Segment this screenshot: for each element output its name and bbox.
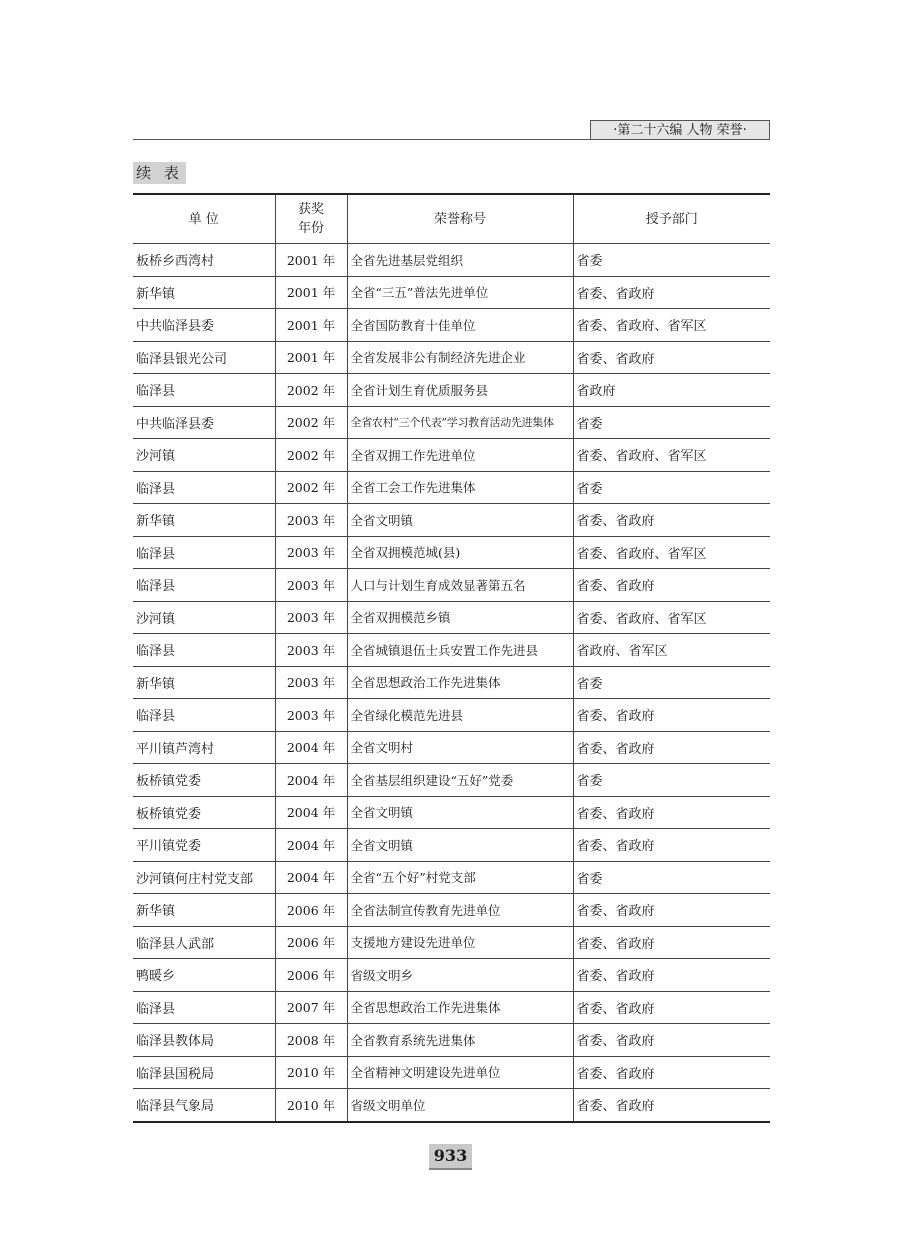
- honor-title-cell: 全省双拥模范城(县): [347, 536, 573, 569]
- awarding-body-cell: 省委、省政府: [573, 1089, 770, 1122]
- awarding-body-cell: 省委、省政府: [573, 1024, 770, 1057]
- column-header-unit: 单 位: [133, 194, 275, 244]
- year-cell: 2002 年: [275, 406, 347, 439]
- table-row: [133, 699, 770, 732]
- awarding-body-cell: 省委: [573, 764, 770, 797]
- table-row: [133, 666, 770, 699]
- awarding-body-cell: 省委: [573, 406, 770, 439]
- honor-title-cell: 全省“三五”普法先进单位: [347, 276, 573, 309]
- awarding-body-cell: 省委、省政府: [573, 796, 770, 829]
- honor-title-cell: 全省先进基层党组织: [347, 244, 573, 277]
- unit-cell: 临泽县银光公司: [133, 341, 275, 374]
- honor-title-cell: 全省法制宣传教育先进单位: [347, 894, 573, 927]
- year-cell: 2001 年: [275, 276, 347, 309]
- unit-cell: 沙河镇何庄村党支部: [133, 861, 275, 894]
- awarding-body-cell: 省委、省政府: [573, 991, 770, 1024]
- page-number: 933: [429, 1144, 472, 1170]
- table-row: [133, 1089, 770, 1122]
- awarding-body-cell: 省委、省政府: [573, 699, 770, 732]
- unit-cell: 平川镇党委: [133, 829, 275, 862]
- unit-cell: 临泽县: [133, 374, 275, 407]
- column-header-year: [275, 194, 347, 244]
- unit-cell: 板桥乡西湾村: [133, 244, 275, 277]
- awarding-body-cell: 省委、省政府: [573, 731, 770, 764]
- year-cell: 2003 年: [275, 666, 347, 699]
- unit-cell: 临泽县: [133, 991, 275, 1024]
- honor-title-cell: 全省文明镇: [347, 829, 573, 862]
- unit-cell: 临泽县教体局: [133, 1024, 275, 1057]
- year-cell: 2001 年: [275, 244, 347, 277]
- unit-cell: 临泽县: [133, 536, 275, 569]
- awarding-body-cell: 省委、省政府、省军区: [573, 601, 770, 634]
- table-row: [133, 276, 770, 309]
- table-row: [133, 731, 770, 764]
- awarding-body-cell: 省委: [573, 861, 770, 894]
- honor-title-cell: 全省农村“三个代表”学习教育活动先进集体: [347, 406, 573, 439]
- honor-title-cell: 全省城镇退伍士兵安置工作先进县: [347, 634, 573, 667]
- honor-title-cell: 全省文明镇: [347, 504, 573, 537]
- awarding-body-cell: 省委、省政府、省军区: [573, 439, 770, 472]
- table-row: [133, 926, 770, 959]
- year-cell: 2003 年: [275, 634, 347, 667]
- honor-title-cell: 全省国防教育十佳单位: [347, 309, 573, 342]
- honor-title-cell: 人口与计划生育成效显著第五名: [347, 569, 573, 602]
- year-cell: 2008 年: [275, 1024, 347, 1057]
- honor-title-cell: 省级文明乡: [347, 959, 573, 992]
- unit-cell: 中共临泽县委: [133, 406, 275, 439]
- year-cell: 2003 年: [275, 569, 347, 602]
- table-row: [133, 244, 770, 277]
- year-cell: 2007 年: [275, 991, 347, 1024]
- unit-cell: 新华镇: [133, 666, 275, 699]
- year-cell: 2004 年: [275, 861, 347, 894]
- honor-title-cell: 全省发展非公有制经济先进企业: [347, 341, 573, 374]
- year-cell: 2004 年: [275, 829, 347, 862]
- unit-cell: 临泽县: [133, 699, 275, 732]
- table-row: [133, 991, 770, 1024]
- awarding-body-cell: 省委、省政府: [573, 926, 770, 959]
- year-cell: 2004 年: [275, 731, 347, 764]
- year-cell: 2001 年: [275, 341, 347, 374]
- honor-title-cell: 全省精神文明建设先进单位: [347, 1056, 573, 1089]
- table-row: [133, 829, 770, 862]
- column-header-honor-title: 荣誉称号: [347, 194, 573, 244]
- honor-title-cell: 全省工会工作先进集体: [347, 471, 573, 504]
- unit-cell: 沙河镇: [133, 601, 275, 634]
- column-header-year-text: 获奖 年份: [297, 202, 324, 236]
- awarding-body-cell: 省政府、省军区: [573, 634, 770, 667]
- honor-title-cell: 全省思想政治工作先进集体: [347, 666, 573, 699]
- year-cell: 2004 年: [275, 796, 347, 829]
- year-cell: 2003 年: [275, 536, 347, 569]
- honors-table: [133, 193, 770, 1123]
- running-header: ·第二十六编 人物 荣誉·: [590, 120, 770, 139]
- table-row: [133, 309, 770, 342]
- unit-cell: 鸭暖乡: [133, 959, 275, 992]
- unit-cell: 新华镇: [133, 504, 275, 537]
- table-row: [133, 569, 770, 602]
- year-cell: 2003 年: [275, 601, 347, 634]
- awarding-body-cell: 省委、省政府、省军区: [573, 309, 770, 342]
- awarding-body-cell: 省委: [573, 244, 770, 277]
- table-row: [133, 634, 770, 667]
- unit-cell: 板桥镇党委: [133, 796, 275, 829]
- unit-cell: 临泽县: [133, 471, 275, 504]
- column-header-awarding-body: 授予部门: [573, 194, 770, 244]
- year-cell: 2010 年: [275, 1056, 347, 1089]
- unit-cell: 平川镇芦湾村: [133, 731, 275, 764]
- unit-cell: 中共临泽县委: [133, 309, 275, 342]
- honor-title-cell: 全省双拥工作先进单位: [347, 439, 573, 472]
- honor-title-cell: 全省绿化模范先进县: [347, 699, 573, 732]
- honor-title-cell: 支援地方建设先进单位: [347, 926, 573, 959]
- awarding-body-cell: 省政府: [573, 374, 770, 407]
- awarding-body-cell: 省委、省政府: [573, 1056, 770, 1089]
- year-cell: 2006 年: [275, 959, 347, 992]
- table-row: [133, 764, 770, 797]
- table-row: [133, 959, 770, 992]
- unit-cell: 新华镇: [133, 276, 275, 309]
- honor-title-cell: 全省双拥模范乡镇: [347, 601, 573, 634]
- table-row: [133, 471, 770, 504]
- awarding-body-cell: 省委、省政府: [573, 829, 770, 862]
- awarding-body-cell: 省委: [573, 666, 770, 699]
- honor-title-cell: 全省思想政治工作先进集体: [347, 991, 573, 1024]
- unit-cell: 板桥镇党委: [133, 764, 275, 797]
- honor-title-cell: 全省“五个好”村党支部: [347, 861, 573, 894]
- table-body: [133, 244, 770, 1122]
- year-cell: 2006 年: [275, 926, 347, 959]
- year-cell: 2002 年: [275, 374, 347, 407]
- table-row: [133, 406, 770, 439]
- table-row: [133, 341, 770, 374]
- awarding-body-cell: 省委、省政府: [573, 959, 770, 992]
- honor-title-cell: 全省文明村: [347, 731, 573, 764]
- awarding-body-cell: 省委、省政府: [573, 341, 770, 374]
- honor-title-cell: 全省基层组织建设“五好”党委: [347, 764, 573, 797]
- table-row: [133, 861, 770, 894]
- table-row: [133, 601, 770, 634]
- unit-cell: 沙河镇: [133, 439, 275, 472]
- table-header-row: [133, 194, 770, 244]
- year-cell: 2006 年: [275, 894, 347, 927]
- honor-title-cell: 全省教育系统先进集体: [347, 1024, 573, 1057]
- honor-title-cell: 全省计划生育优质服务县: [347, 374, 573, 407]
- awarding-body-cell: 省委: [573, 471, 770, 504]
- awarding-body-cell: 省委、省政府: [573, 504, 770, 537]
- awarding-body-cell: 省委、省政府、省军区: [573, 536, 770, 569]
- section-label: 续 表: [133, 162, 186, 184]
- table-row: [133, 796, 770, 829]
- year-cell: 2004 年: [275, 764, 347, 797]
- header-rule: [133, 139, 770, 140]
- table-row: [133, 439, 770, 472]
- table-row: [133, 894, 770, 927]
- unit-cell: 临泽县国税局: [133, 1056, 275, 1089]
- awarding-body-cell: 省委、省政府: [573, 894, 770, 927]
- year-cell: 2010 年: [275, 1089, 347, 1122]
- honor-title-cell: 省级文明单位: [347, 1089, 573, 1122]
- unit-cell: 临泽县人武部: [133, 926, 275, 959]
- table-row: [133, 374, 770, 407]
- year-cell: 2002 年: [275, 471, 347, 504]
- table-row: [133, 536, 770, 569]
- unit-cell: 临泽县: [133, 634, 275, 667]
- honor-title-cell: 全省文明镇: [347, 796, 573, 829]
- unit-cell: 临泽县气象局: [133, 1089, 275, 1122]
- table-row: [133, 1056, 770, 1089]
- unit-cell: 临泽县: [133, 569, 275, 602]
- table-row: [133, 1024, 770, 1057]
- year-cell: 2003 年: [275, 504, 347, 537]
- awarding-body-cell: 省委、省政府: [573, 276, 770, 309]
- year-cell: 2002 年: [275, 439, 347, 472]
- table-row: [133, 504, 770, 537]
- awarding-body-cell: 省委、省政府: [573, 569, 770, 602]
- year-cell: 2001 年: [275, 309, 347, 342]
- year-cell: 2003 年: [275, 699, 347, 732]
- unit-cell: 新华镇: [133, 894, 275, 927]
